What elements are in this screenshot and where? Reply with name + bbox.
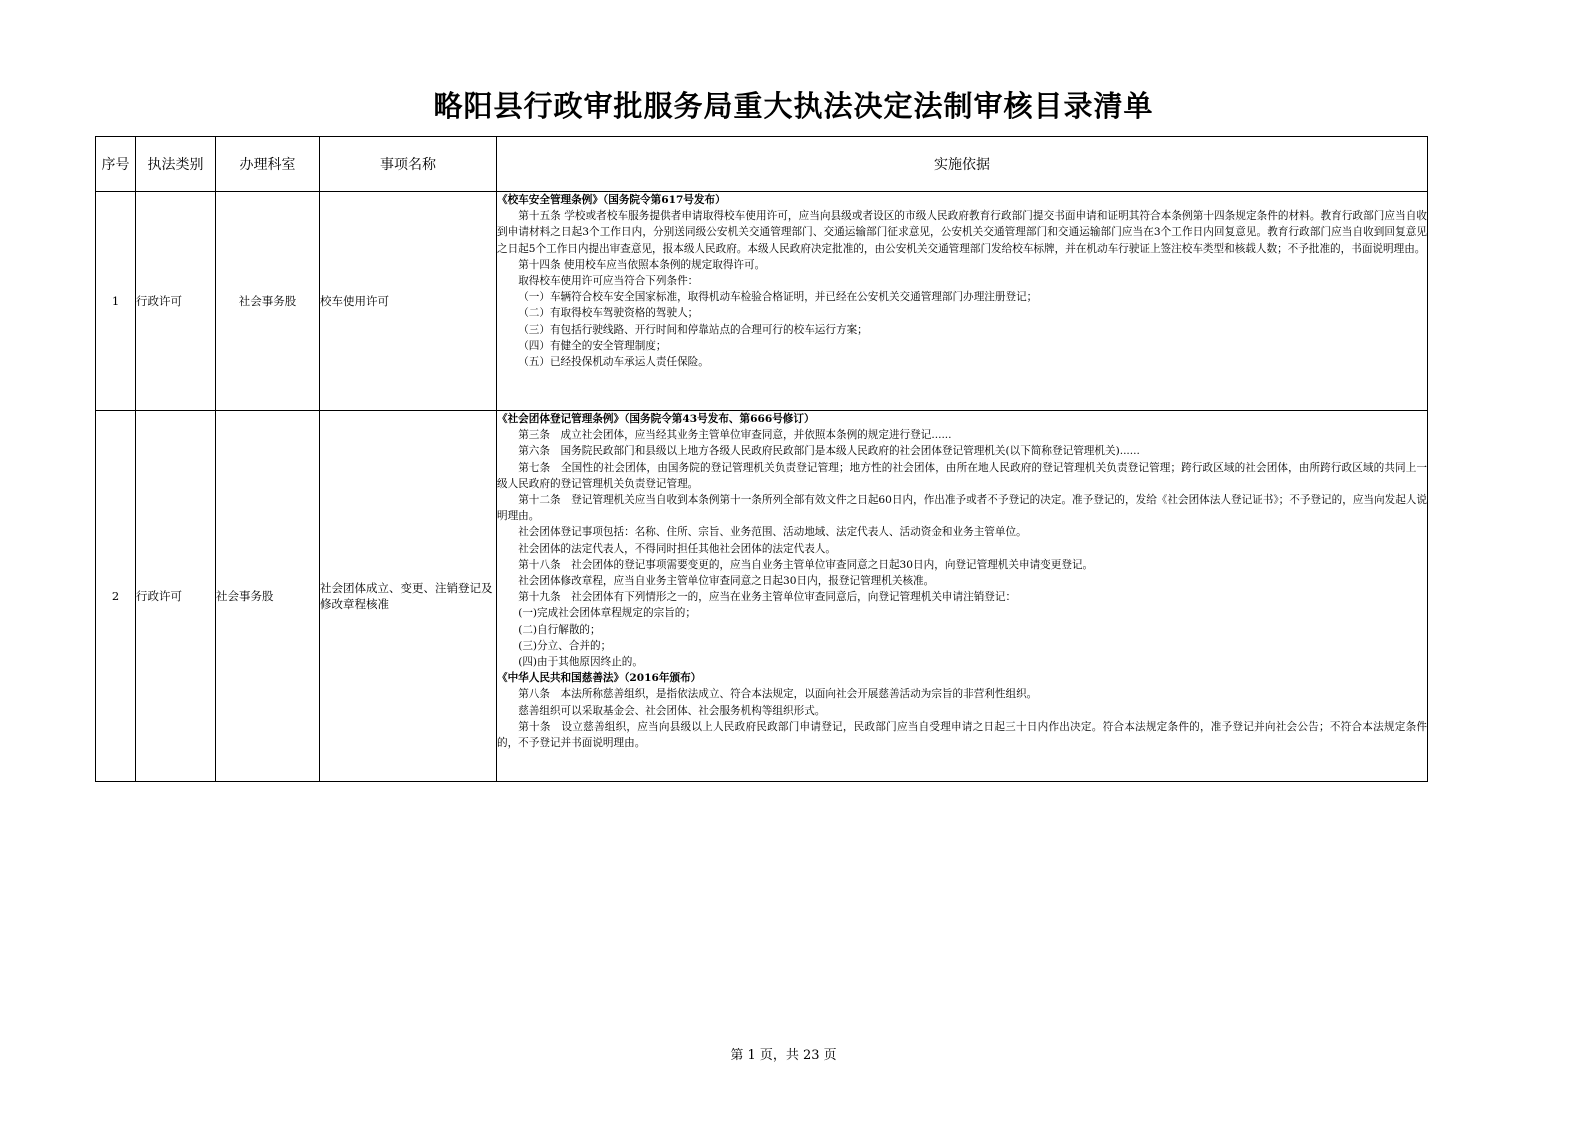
basis-clause: 第十四条 使用校车应当依照本条例的规定取得许可。	[518, 258, 766, 271]
cell-category: 行政许可	[136, 411, 216, 782]
basis-clause: 第八条 本法所称慈善组织，是指依法成立、符合本法规定，以面向社会开展慈善活动为宗旨的非营利性组织。	[518, 688, 1038, 701]
basis-clause: 第十五条 学校或者校车服务提供者申请取得校车使用许可，应当向县级或者设区的市级人民政府教育行政部门提交书面申请和证明其符合本条例第十四条规定条件的材料。教育行政部门应当自收到申请材料之日起3个工作日内，分别送同级公安机关交通管理部门、交通运输部门征求意见，公安机关交通管理部门和交通运输部门应当在3个工作日内回复意见。教育行政部门应当自收到回复意见之日起5个工作日内提出审查意见，报本级人民政府。本级人民政府决定批准的，由公安机关交通管理部门发给校车标牌，并在机动车行驶证上签注校车类型和核载人数；不予批准的，书面说明理由。	[497, 210, 1427, 255]
basis-clause: (三)分立、合并的；	[518, 639, 612, 652]
header-basis: 实施依据	[497, 137, 1428, 192]
catalog-table	[95, 136, 1428, 782]
basis-clause: 慈善组织可以采取基金会、社会团体、社会服务机构等组织形式。	[518, 704, 826, 717]
basis-clause: （二）有取得校车驾驶资格的驾驶人；	[518, 307, 699, 320]
basis-clause: 第十二条 登记管理机关应当自收到本条例第十一条所列全部有效文件之日起60日内，作出准予或者不予登记的决定。准予登记的，发给《社会团体法人登记证书》；不予登记的，应当向发起人说明理由。	[497, 494, 1427, 523]
basis-clause: 第十九条 社会团体有下列情形之一的，应当在业务主管单位审查同意后，向登记管理机关申请注销登记：	[518, 591, 1017, 604]
page-title: 略阳县行政审批服务局重大执法决定法制审核目录清单	[433, 89, 1154, 123]
cell-basis	[497, 411, 1428, 782]
header-item: 事项名称	[320, 137, 497, 192]
basis-clause: (四)由于其他原因终止的。	[518, 656, 643, 669]
cell-basis	[497, 192, 1428, 411]
table-header-row	[96, 137, 1428, 192]
basis-clause: (二)自行解散的；	[518, 623, 601, 636]
basis-clause: 社会团体登记事项包括：名称、住所、宗旨、业务范围、活动地域、法定代表人、活动资金和业务主管单位。	[518, 526, 1027, 539]
page-footer: 第 1 页，共 23 页	[730, 1048, 837, 1063]
basis-law-title: 《社会团体登记管理条例》（国务院令第43号发布、第666号修订）	[497, 413, 815, 425]
cell-office: 社会事务股	[216, 411, 320, 782]
cell-item: 校车使用许可	[320, 192, 497, 411]
basis-clause: （五）已经投保机动车承运人责任保险。	[518, 356, 709, 369]
basis-clause: （三）有包括行驶线路、开行时间和停靠站点的合理可行的校车运行方案；	[518, 323, 868, 336]
header-category: 执法类别	[136, 137, 216, 192]
header-office: 办理科室	[216, 137, 320, 192]
basis-clause: 第三条 成立社会团体，应当经其业务主管单位审查同意，并依照本条例的规定进行登记......	[518, 429, 952, 442]
basis-clause: （四）有健全的安全管理制度；	[518, 339, 667, 352]
basis-law-title: 《校车安全管理条例》（国务院令第617号发布）	[497, 194, 726, 206]
cell-seq: 1	[96, 192, 136, 411]
cell-seq: 2	[96, 411, 136, 782]
table-row	[96, 411, 1428, 782]
header-seq: 序号	[96, 137, 136, 192]
basis-clause: 第六条 国务院民政部门和县级以上地方各级人民政府民政部门是本级人民政府的社会团体登记管理机关(以下简称登记管理机关)......	[518, 445, 1140, 458]
basis-clause: （一）车辆符合校车安全国家标准，取得机动车检验合格证明，并已经在公安机关交通管理部门办理注册登记；	[518, 291, 1038, 304]
cell-office: 社会事务股	[216, 192, 320, 411]
basis-clause: 社会团体的法定代表人，不得同时担任其他社会团体的法定代表人。	[518, 542, 836, 555]
basis-clause: 第七条 全国性的社会团体，由国务院的登记管理机关负责登记管理；地方性的社会团体，由所在地人民政府的登记管理机关负责登记管理；跨行政区域的社会团体，由所跨行政区域的共同上一级人民政府的登记管理机关负责登记管理。	[497, 461, 1427, 490]
basis-law-title: 《中华人民共和国慈善法》（2016年颁布）	[497, 672, 702, 685]
basis-clause: 社会团体修改章程，应当自业务主管单位审查同意之日起30日内，报登记管理机关核准。	[518, 575, 935, 588]
basis-clause: 取得校车使用许可应当符合下列条件：	[518, 275, 699, 288]
basis-clause: (一)完成社会团体章程规定的宗旨的；	[518, 607, 696, 620]
basis-clause: 第十八条 社会团体的登记事项需要变更的，应当自业务主管单位审查同意之日起30日内，向登记管理机关申请变更登记。	[518, 558, 1094, 571]
table-row	[96, 192, 1428, 411]
cell-item: 社会团体成立、变更、注销登记及修改章程核准	[320, 411, 497, 782]
basis-clause: 第十条 设立慈善组织，应当向县级以上人民政府民政部门申请登记，民政部门应当自受理申请之日起三十日内作出决定。符合本法规定条件的，准予登记并向社会公告；不符合本法规定条件的，不予登记并书面说明理由。	[497, 720, 1427, 750]
cell-category: 行政许可	[136, 192, 216, 411]
